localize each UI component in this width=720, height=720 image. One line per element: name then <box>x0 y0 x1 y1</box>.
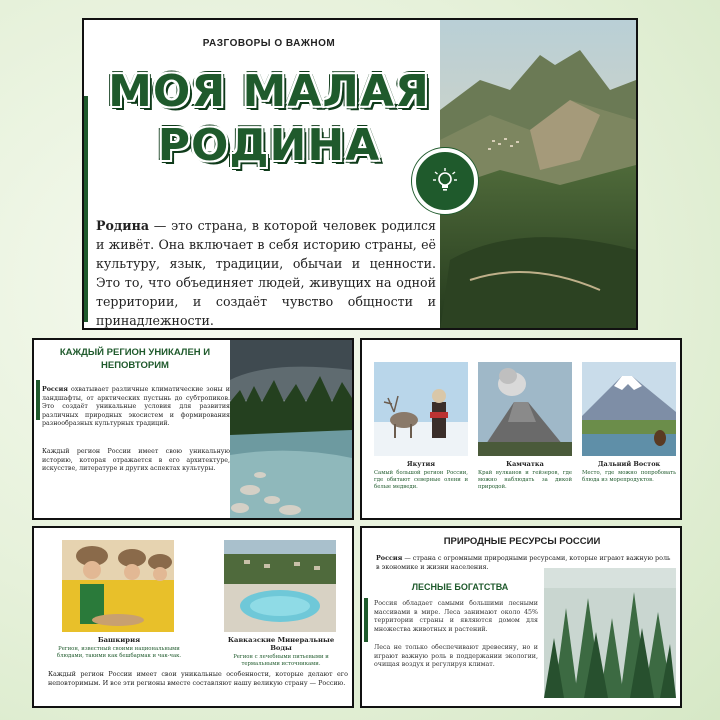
lightbulb-icon <box>430 166 460 196</box>
definition-body: — это страна, в которой человек родился и живёт. Она включает в себя историю страны, её культуру, язык, традиции, обычаи и ценности. Это то, что объединяет людей, живущих на одной территории, и создаёт чувство общности и принадлежности. <box>96 218 436 328</box>
region-desc: Самый большой регион России, где обитают северные олени и белые медведи. <box>374 470 468 490</box>
intro-body: — страна с огромными природными ресурсами, которые играют важную роль в экономике и жизни населения. <box>376 554 671 571</box>
far-east-photo <box>582 362 676 456</box>
region-name: Якутия <box>406 460 436 468</box>
caption-mineral-waters <box>216 636 346 668</box>
slide-title <box>82 18 638 330</box>
paragraph-forests: Россия обладает самыми большими лесными массивами в мире. Леса занимают около 45% территории страны и являются домом для множества животных и растений. <box>374 600 538 634</box>
lightbulb-badge <box>412 148 478 214</box>
kamchatka-photo <box>478 362 572 456</box>
paragraph-term: Россия <box>42 386 68 393</box>
bashkiria-photo <box>62 540 174 632</box>
title-line-1: МОЯ МАЛАЯ <box>108 66 430 117</box>
subheading: ЛЕСНЫЕ БОГАТСТВА <box>411 582 509 592</box>
region-card-far-east <box>582 362 676 484</box>
slide-heading: КАЖДЫЙ РЕГИОН УНИКАЛЕН И НЕПОВТОРИМ <box>59 347 211 371</box>
river-forest-photo <box>230 340 352 520</box>
slide-regions-east <box>360 338 682 520</box>
paragraph-history: Каждый регион России имеет свою уникальную историю, которая отражается в его архитектуре, искусстве, литературе и других аспектах культуры. <box>42 448 230 472</box>
accent-bar <box>364 598 368 642</box>
slide-natural-resources <box>360 526 682 708</box>
slide-regions-west <box>32 526 354 708</box>
paragraph-climate <box>42 386 230 429</box>
region-card-kamchatka <box>478 362 572 491</box>
region-name: Дальний Восток <box>597 460 661 468</box>
definition-term: Родина <box>96 218 149 233</box>
paragraph-ecology: Леса не только обеспечивают древесину, но и играют важную роль в поддержании экологии, очищая воздух и регулируя климат. <box>374 644 538 669</box>
slide-subtitle: РАЗГОВОРЫ О ВАЖНОМ <box>202 38 336 49</box>
region-desc: Место, где можно попробовать блюда из морепродуктов. <box>582 470 676 483</box>
region-name: Башкирия <box>97 636 141 644</box>
mineral-waters-photo <box>224 540 336 632</box>
paragraph-body: охватывает различные климатические зоны и ландшафты, от арктических пустынь до субтропиков. Это создаёт уникальные условия для развития различных природных экосистем и формирования разнообразных культурных традиций. <box>42 386 230 427</box>
intro-term: Россия <box>376 554 403 562</box>
slide-heading: ПРИРОДНЫЕ РЕСУРСЫ РОССИИ <box>443 536 601 547</box>
region-desc: Край вулканов и гейзеров, где можно наблюдать за дикой природой. <box>478 470 572 490</box>
region-name: Кавказские Минеральные Воды <box>227 636 335 652</box>
region-desc: Регион, известный своими национальными блюдами, такими как бешбармак и чак-чак. <box>56 646 182 659</box>
region-name: Камчатка <box>506 460 544 468</box>
caption-bashkiria <box>54 636 184 660</box>
region-desc: Регион с лечебными питьевыми и термальными источниками. <box>233 654 329 667</box>
yakutia-photo <box>374 362 468 456</box>
title-line-2: РОДИНА <box>157 120 381 171</box>
summary-text: Каждый регион России имеет свои уникальные особенности, которые делают его неповторимым. И все эти регионы вместе составляют нашу великую страну — Россию. <box>48 670 348 687</box>
region-card-yakutia <box>374 362 468 491</box>
forest-photo <box>544 568 676 698</box>
slide-unique-regions <box>32 338 354 520</box>
definition-text <box>96 216 436 330</box>
accent-bar <box>36 380 40 420</box>
